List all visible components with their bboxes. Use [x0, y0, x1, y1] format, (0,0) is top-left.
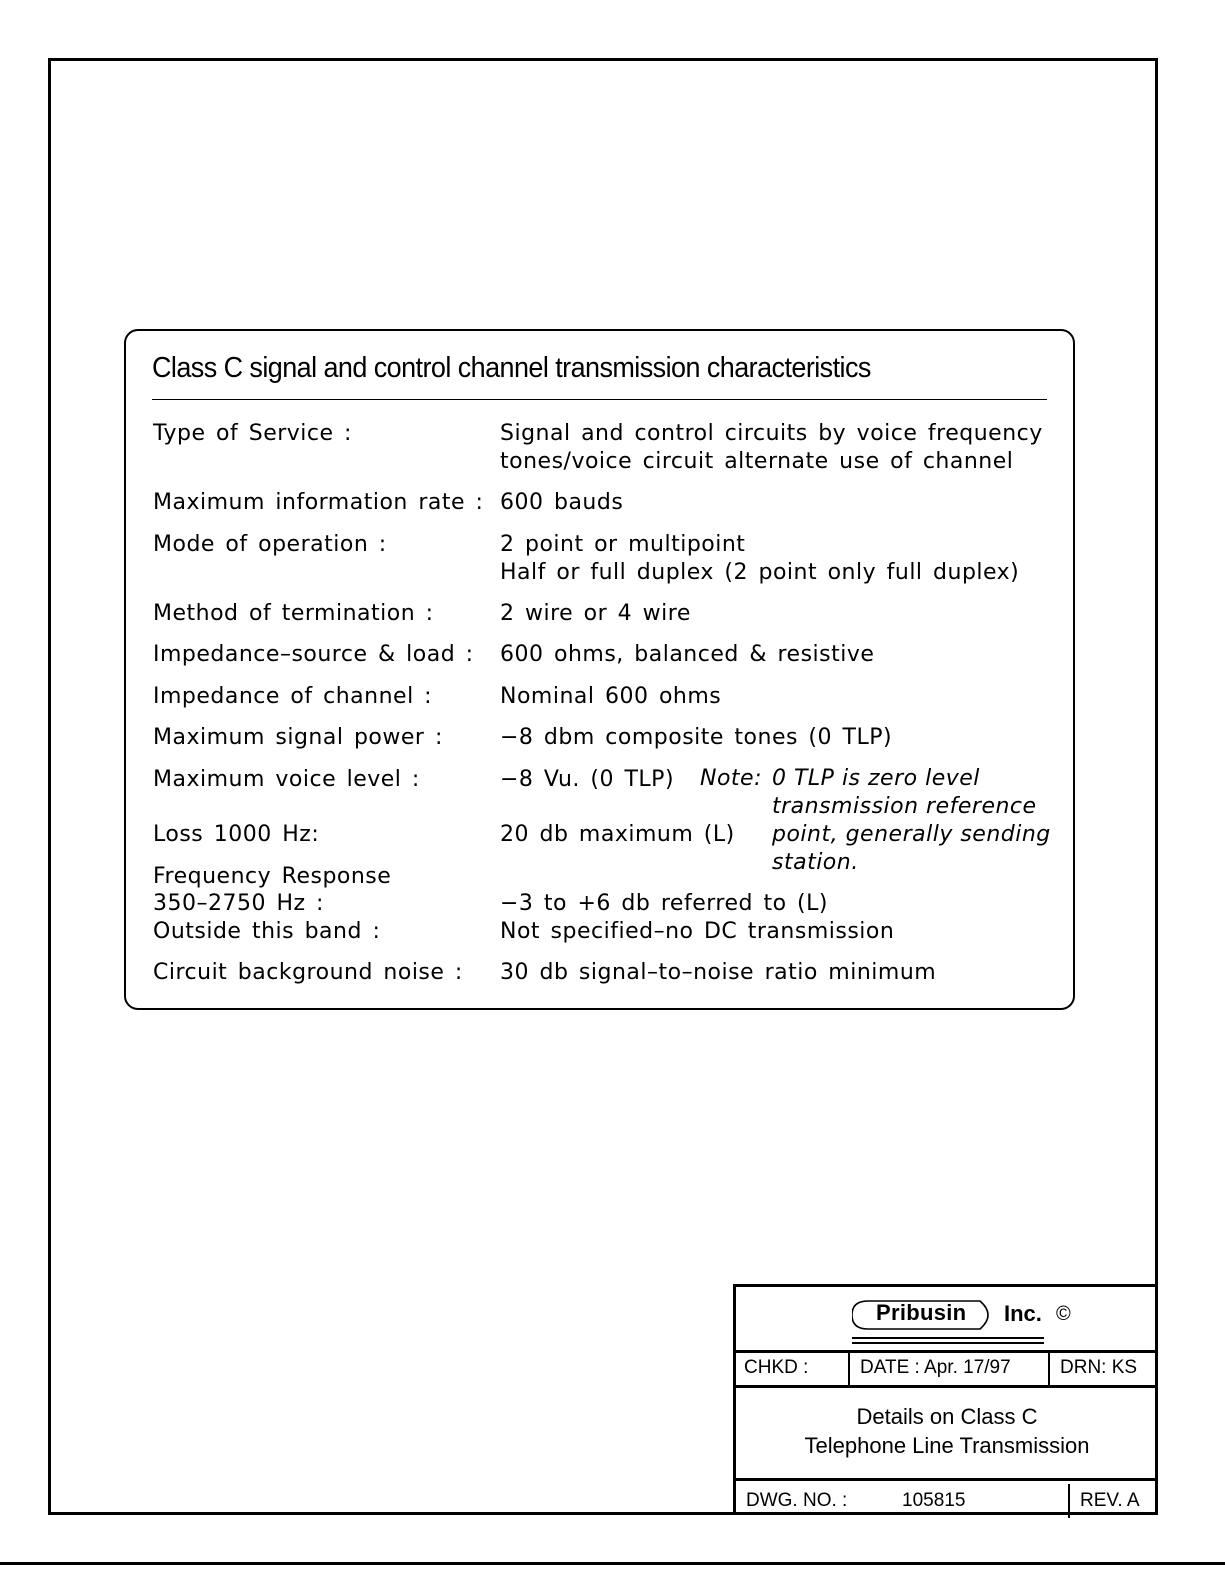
label-impedance-source-load: Impedance–source & load : [153, 642, 474, 667]
page-bottom-rule [0, 1562, 1225, 1565]
value-max-voice-level: −8 Vu. (0 TLP) [500, 767, 675, 792]
drawing-title-line2: Telephone Line Transmission [804, 1433, 1090, 1458]
company-logo-row [736, 1287, 1158, 1353]
label-background-noise: Circuit background noise : [153, 960, 463, 985]
label-max-voice-level: Maximum voice level : [153, 767, 420, 792]
label-frequency-response: Frequency Response [153, 864, 392, 889]
drawing-number: 105815 [902, 1490, 966, 1511]
spec-title-rule [152, 399, 1047, 400]
note-line: 0 TLP is zero level [772, 766, 980, 791]
value-max-signal-power: −8 dbm composite tones (0 TLP) [500, 725, 893, 750]
spec-title: Class C signal and control channel transmission characteristics [152, 352, 871, 384]
value-type-of-service-line2: tones/voice circuit alternate use of channel [500, 449, 1014, 474]
drawing-title [736, 1388, 1158, 1481]
value-mode-line1: 2 point or multipoint [500, 532, 746, 557]
value-outside-band: Not specified–no DC transmission [500, 919, 895, 944]
value-background-noise: 30 db signal–to–noise ratio minimum [500, 960, 937, 985]
note-line: station. [772, 850, 859, 875]
note-text [772, 765, 1051, 877]
note-label: Note: [700, 766, 762, 791]
value-loss-1000hz: 20 db maximum (L) [500, 822, 735, 847]
value-impedance-of-channel: Nominal 600 ohms [500, 684, 722, 709]
value-termination: 2 wire or 4 wire [500, 601, 691, 626]
label-outside-band: Outside this band : [153, 919, 381, 944]
drawn-by-field: DRN: KS [1048, 1350, 1158, 1385]
approval-row [736, 1350, 1158, 1388]
drawing-title-line1: Details on Class C [856, 1404, 1038, 1429]
label-max-info-rate: Maximum information rate : [153, 490, 484, 515]
label-mode-of-operation: Mode of operation : [153, 532, 387, 557]
copyright-symbol: © [1056, 1303, 1071, 1325]
label-350-2750hz: 350–2750 Hz : [153, 891, 324, 916]
label-type-of-service: Type of Service : [153, 421, 352, 446]
company-suffix: Inc. [1004, 1301, 1042, 1326]
label-max-signal-power: Maximum signal power : [153, 725, 443, 750]
logo-underline [852, 1337, 1044, 1339]
label-method-of-termination: Method of termination : [153, 601, 434, 626]
drawing-number-row [736, 1484, 1158, 1518]
value-350-2750hz: −3 to +6 db referred to (L) [500, 891, 828, 916]
value-type-of-service-line1: Signal and control circuits by voice frequency [500, 421, 1043, 446]
revision-field: REV. A [1068, 1484, 1158, 1518]
drawing-number-label: DWG. NO. : [746, 1490, 848, 1511]
note-line: point, generally sending [772, 822, 1051, 847]
company-name: Pribusin [876, 1300, 967, 1325]
value-mode-line2: Half or full duplex (2 point only full duplex) [500, 560, 1020, 585]
date-field: DATE : Apr. 17/97 [848, 1350, 1050, 1385]
note-line: transmission reference [772, 794, 1037, 819]
checked-by-field: CHKD : [744, 1357, 809, 1378]
label-loss-1000hz: Loss 1000 Hz: [153, 822, 320, 847]
value-impedance-source-load: 600 ohms, balanced & resistive [500, 642, 875, 667]
logo-underline [852, 1342, 1044, 1344]
value-max-info-rate: 600 bauds [500, 490, 624, 515]
title-block [733, 1284, 1158, 1515]
label-impedance-of-channel: Impedance of channel : [153, 684, 433, 709]
